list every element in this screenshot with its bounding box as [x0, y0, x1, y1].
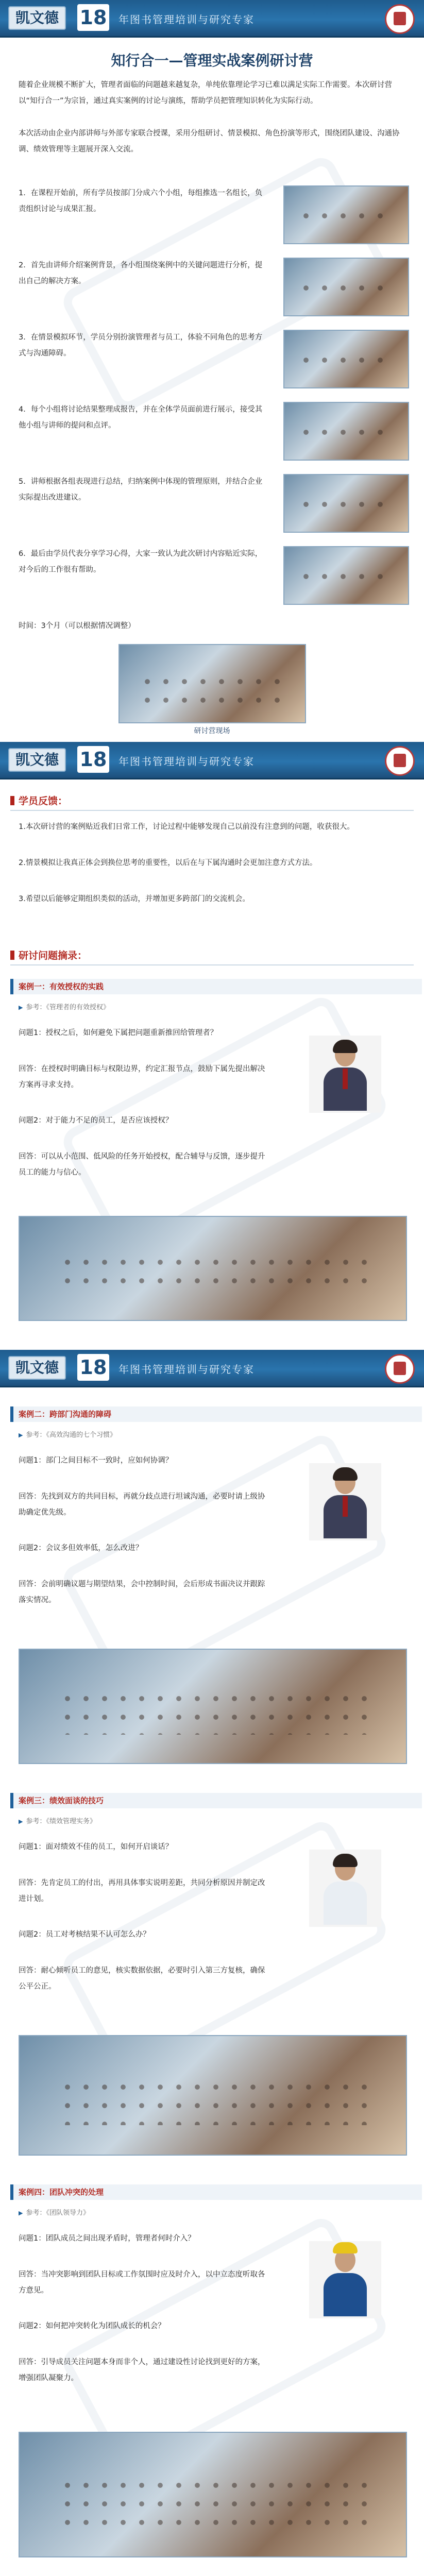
case-answer: 回答：在授权时明确目标与权限边界，约定汇报节点，鼓励下属先提出解决方案再寻求支持。 [19, 1065, 265, 1089]
section-heading: 研讨问题摘录： [10, 948, 87, 962]
time-note: 时间：3个月（可以根据情况调整） [19, 622, 135, 630]
person-illustration [309, 2241, 381, 2318]
activity-item: 2．首先由讲师介绍案例背景，各小组围绕案例中的关键问题进行分析，提出自己的解决方案。 [19, 261, 263, 285]
case-heading: 案例二：跨部门沟通的障碍 [10, 1406, 422, 1422]
brand-logo: 凯文德 [8, 1356, 66, 1380]
emblem-icon [385, 1354, 415, 1384]
brand-logo: 凯文德 [8, 6, 66, 30]
case-reference: ▶ 参考：《绩效管理实务》 [19, 1816, 96, 1825]
activity-item: 6．最后由学员代表分享学习心得，大家一致认为此次研讨内容贴近实际，对今后的工作很有帮助。 [19, 550, 263, 574]
case-question: 问题1：授权之后，如何避免下属把问题重新推回给管理者？ [19, 1029, 218, 1037]
event-photo [283, 258, 409, 316]
divider [10, 964, 414, 965]
intro-paragraph: 本次活动由企业内部讲师与外部专家联合授课，采用分组研讨、情景模拟、角色扮演等形式，围绕团队建设、沟通协调、绩效管理等主题展开深入交流。 [19, 129, 400, 154]
case-answer: 回答：先找到双方的共同目标，再就分歧点进行坦诚沟通，必要时请上级协助确定优先级。 [19, 1493, 265, 1517]
activity-item: 4．每个小组将讨论结果整理成报告，并在全体学员面前进行展示，接受其他小组与讲师的提问和点评。 [19, 405, 263, 430]
case-answer: 回答：耐心倾听员工的意见，核实数据依据，必要时引入第三方复核，确保公平公正。 [19, 1967, 265, 1991]
case-answer: 回答：当冲突影响到团队目标或工作氛围时应及时介入，以中立态度听取各方意见。 [19, 2270, 265, 2295]
brand-logo: 凯文德 [8, 748, 66, 772]
case-answer: 回答：可以从小范围、低风险的任务开始授权，配合辅导与反馈，逐步提升员工的能力与信心。 [19, 1153, 265, 1177]
person-illustration [309, 1036, 381, 1113]
years-badge: 18 [77, 746, 109, 773]
person-illustration [309, 1850, 381, 1927]
case-question: 问题2：对于能力不足的员工，是否应该授权？ [19, 1116, 173, 1125]
person-illustration [309, 1463, 381, 1540]
case-question: 问题2：如何把冲突转化为团队成长的机会？ [19, 2322, 165, 2330]
event-photo [118, 644, 306, 723]
case-heading: 案例四：团队冲突的处理 [10, 2184, 422, 2200]
event-photo [19, 2035, 407, 2156]
case-heading: 案例一：有效授权的实践 [10, 979, 422, 994]
event-photo [19, 1216, 407, 1321]
event-photo [283, 402, 409, 461]
banner-slogan: 年图书管理培训与研究专家 [118, 13, 255, 26]
years-badge: 18 [77, 4, 109, 31]
event-photo [19, 1649, 407, 1764]
banner-slogan: 年图书管理培训与研究专家 [118, 1363, 255, 1376]
emblem-icon [385, 746, 415, 776]
event-photo [19, 2432, 407, 2557]
feedback-item: 2.情景模拟让我真正体会到换位思考的重要性，以后在与下属沟通时会更加注意方式方法。 [19, 859, 317, 867]
event-photo [283, 474, 409, 533]
header-banner [0, 1350, 424, 1387]
emblem-icon [385, 4, 415, 34]
header-banner [0, 0, 424, 38]
case-question: 问题1：团队成员之间出现矛盾时，管理者何时介入？ [19, 2234, 195, 2243]
case-heading: 案例三：绩效面谈的技巧 [10, 1793, 422, 1808]
feedback-item: 1.本次研讨营的案例贴近我们日常工作，讨论过程中能够发现自己以前没有注意到的问题，收获很大。 [19, 823, 354, 831]
event-photo [283, 330, 409, 388]
case-question: 问题1：面对绩效不佳的员工，如何开启谈话？ [19, 1843, 173, 1851]
case-question: 问题2：会议多但效率低，怎么改进？ [19, 1544, 143, 1552]
banner-slogan: 年图书管理培训与研究专家 [118, 755, 255, 768]
case-question: 问题1：部门之间目标不一致时，应如何协调？ [19, 1456, 173, 1465]
event-photo [283, 546, 409, 605]
header-banner [0, 742, 424, 779]
case-answer: 回答：会前明确议题与期望结果，会中控制时间，会后形成书面决议并跟踪落实情况。 [19, 1580, 265, 1604]
case-question: 问题2：员工对考核结果不认可怎么办？ [19, 1930, 150, 1939]
case-reference: ▶ 参考：《管理者的有效授权》 [19, 1002, 110, 1011]
activity-item: 5．讲师根据各组表现进行总结，归纳案例中体现的管理原则，并结合企业实际提出改进建议。 [19, 478, 263, 502]
photo-caption: 研讨营现场 [194, 727, 230, 735]
event-photo [283, 185, 409, 244]
years-badge: 18 [77, 1354, 109, 1381]
case-reference: ▶ 参考：《高效沟通的七个习惯》 [19, 1429, 116, 1439]
case-reference: ▶ 参考：《团队领导力》 [19, 2207, 90, 2217]
feedback-item: 3.希望以后能够定期组织类似的活动，并增加更多跨部门的交流机会。 [19, 895, 250, 903]
case-answer: 回答：先肯定员工的付出，再用具体事实说明差距，共同分析原因并制定改进计划。 [19, 1879, 265, 1903]
divider [10, 810, 414, 811]
intro-paragraph: 随着企业规模不断扩大，管理者面临的问题越来越复杂，单纯依靠理论学习已难以满足实际工作需要。本次研讨营以“知行合一”为宗旨，通过真实案例的讨论与演练，帮助学员把管理知识转化为实际行动。 [19, 81, 392, 105]
section-heading: 学员反馈： [10, 793, 67, 807]
page-title: 知行合一—管理实战案例研讨营 [111, 52, 313, 69]
activity-item: 3．在情景模拟环节，学员分别扮演管理者与员工，体验不同角色的思考方式与沟通障碍。 [19, 333, 263, 358]
activity-item: 1．在课程开始前，所有学员按部门分成六个小组，每组推选一名组长，负责组织讨论与成果汇报。 [19, 189, 263, 213]
case-answer: 回答：引导成员关注问题本身而非个人，通过建设性讨论找到更好的方案，增强团队凝聚力。 [19, 2358, 265, 2382]
